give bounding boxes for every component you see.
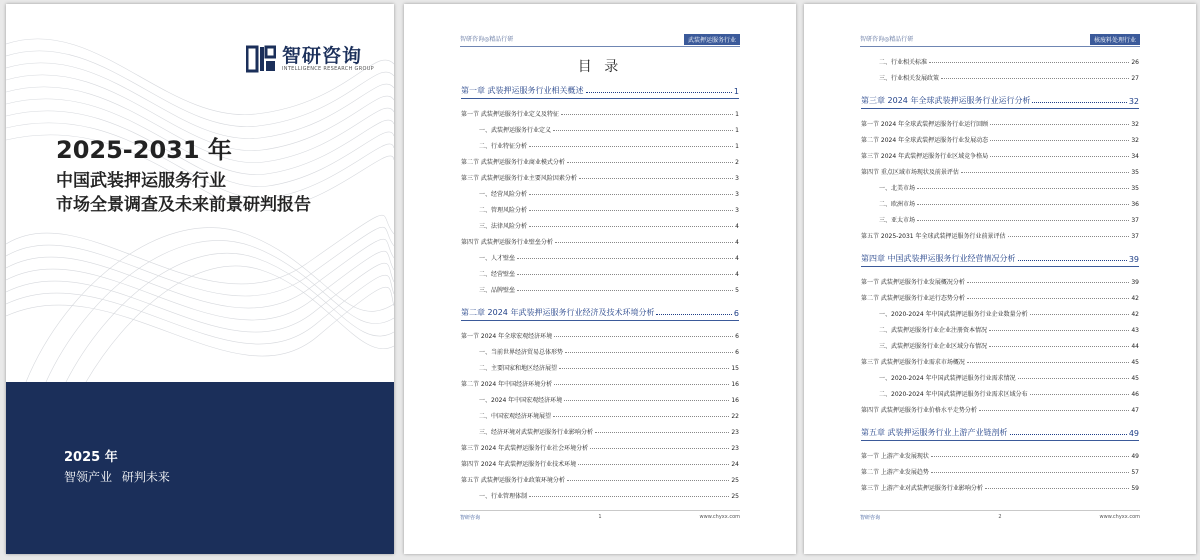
toc-page-number: 4 — [735, 255, 739, 262]
toc-page-number: 59 — [1131, 485, 1139, 492]
toc-item-entry[interactable] — [461, 202, 739, 214]
toc-dot-leader — [917, 204, 1129, 205]
toc-entry-label: 第二章 2024 年武装押运服务行业经济及技术环境分析 — [461, 308, 655, 317]
toc-page-number: 37 — [1131, 233, 1139, 240]
toc-page-number: 34 — [1131, 153, 1139, 160]
toc-entry-label: 二、行业特征分析 — [479, 143, 528, 150]
toc-section-entry[interactable] — [861, 116, 1139, 128]
toc-item-entry[interactable] — [461, 138, 739, 150]
header-industry-tag: 核废料处理行业 — [1090, 34, 1140, 45]
chapter-underline — [861, 266, 1139, 267]
toc-page-number: 35 — [1131, 185, 1139, 192]
footer-page-number: 2 — [998, 514, 1002, 520]
toc-entry-label: 第一节 武装押运服务行业发展概况分析 — [861, 279, 965, 286]
toc-dot-leader — [586, 92, 732, 93]
toc-page-number: 15 — [731, 365, 739, 372]
toc-page-number: 23 — [731, 429, 739, 436]
toc-dot-leader — [967, 282, 1129, 283]
toc-page-number: 42 — [1131, 311, 1139, 318]
toc-dot-leader — [554, 384, 729, 385]
toc-dot-leader — [979, 410, 1129, 411]
toc-entry-label: 二、中国宏观经济环境展望 — [479, 413, 552, 420]
toc-dot-leader — [529, 226, 733, 227]
toc-page-number: 4 — [735, 271, 739, 278]
toc-page-number: 36 — [1131, 201, 1139, 208]
cover-title-line-2: 市场全景调查及未来前景研判报告 — [56, 195, 311, 215]
toc-dot-leader — [555, 242, 733, 243]
toc-page-number: 2 — [735, 159, 739, 166]
toc-page-number: 4 — [735, 223, 739, 230]
footer-page-number: 1 — [598, 514, 602, 520]
toc-chapter-entry[interactable] — [461, 84, 739, 96]
toc-page-number: 3 — [735, 175, 739, 182]
toc-dot-leader — [931, 472, 1129, 473]
toc-entry-label: 一、北美市场 — [879, 185, 916, 192]
toc-page-number: 26 — [1131, 59, 1139, 66]
logo-mark-icon — [246, 44, 276, 74]
toc-page-2 — [804, 4, 1196, 554]
toc-section-entry[interactable] — [861, 402, 1139, 414]
toc-section-entry[interactable] — [861, 480, 1139, 492]
toc-entry-label: 第一节 2024 年全球武装押运服务行业运行回顾 — [861, 121, 989, 128]
toc-entry-label: 第一节 武装押运服务行业定义及特征 — [461, 111, 559, 118]
toc-dot-leader — [517, 258, 733, 259]
toc-page-number: 6 — [735, 333, 739, 340]
logo-chinese-name: 智研咨询 — [282, 45, 363, 67]
toc-page-number: 49 — [1128, 429, 1139, 438]
toc-dot-leader — [567, 162, 733, 163]
toc-page-number: 4 — [735, 239, 739, 246]
toc-entry-label: 三、法律风险分析 — [479, 223, 528, 230]
toc-dot-leader — [1032, 102, 1126, 103]
toc-page-number: 57 — [1131, 469, 1139, 476]
toc-entry-label: 一、武装押运服务行业定义 — [479, 127, 552, 134]
toc-dot-leader — [561, 114, 733, 115]
toc-chapter-entry[interactable] — [461, 306, 739, 318]
toc-entry-label: 二、行业相关标准 — [879, 59, 928, 66]
toc-section-entry[interactable] — [861, 164, 1139, 176]
toc-entry-label: 一、行业管理体制 — [479, 493, 528, 500]
toc-section-entry[interactable] — [861, 448, 1139, 460]
toc-page-number: 1 — [735, 127, 739, 134]
toc-entry-label: 第一节 上游产业发展现状 — [861, 453, 929, 460]
toc-entry-label: 第四章 中国武装押运服务行业经营情况分析 — [861, 254, 1016, 263]
toc-chapter-entry[interactable] — [861, 252, 1139, 264]
chapter-underline — [861, 108, 1139, 109]
toc-entry-label: 第五节 2025-2031 年全球武装押运服务行业前景评估 — [861, 233, 1006, 240]
toc-entry-label: 第二节 2024 年全球武装押运服务行业发展动态 — [861, 137, 989, 144]
toc-item-entry[interactable] — [461, 218, 739, 230]
toc-entry-label: 第三章 2024 年全球武装押运服务行业运行分析 — [861, 96, 1031, 105]
toc-dot-leader — [564, 400, 729, 401]
chapter-underline — [461, 98, 739, 99]
toc-entry-label: 三、品牌壁垒 — [479, 287, 516, 294]
toc-dot-leader — [565, 352, 733, 353]
toc-section-entry[interactable] — [861, 290, 1139, 302]
toc-dot-leader — [529, 210, 733, 211]
toc-page-number: 24 — [731, 461, 739, 468]
toc-dot-leader — [553, 416, 729, 417]
toc-dot-leader — [917, 188, 1129, 189]
toc-entry-label: 第一节 2024 年全球宏观经济环境 — [461, 333, 553, 340]
toc-entry-label: 第二节 2024 年中国经济环境分析 — [461, 381, 553, 388]
toc-dot-leader — [1008, 236, 1130, 237]
toc-item-entry[interactable] — [861, 70, 1139, 82]
toc-entry-label: 二、武装押运服务行业企业注册资本情况 — [879, 327, 988, 334]
toc-entry-label: 第四节 武装押运服务行业价格水平走势分析 — [861, 407, 977, 414]
toc-dot-leader — [985, 488, 1129, 489]
toc-page-number: 6 — [733, 309, 739, 318]
toc-entry-label: 第四节 武装押运服务行业壁垒分析 — [461, 239, 553, 246]
toc-page-number: 1 — [735, 111, 739, 118]
toc-dot-leader — [931, 456, 1129, 457]
toc-section-entry[interactable] — [861, 228, 1139, 240]
toc-dot-leader — [1010, 434, 1127, 435]
toc-entry-label: 三、武装押运服务行业企业区域分布情况 — [879, 343, 988, 350]
toc-section-entry[interactable] — [861, 132, 1139, 144]
cover-year-range: 2025-2031 年 — [56, 136, 232, 164]
toc-entry-label: 第二节 武装押运服务行业商业模式分析 — [461, 159, 565, 166]
toc-item-entry[interactable] — [461, 282, 739, 294]
toc-dot-leader — [1030, 314, 1130, 315]
header-industry-tag: 武装押运服务行业 — [684, 34, 740, 45]
toc-section-entry[interactable] — [461, 170, 739, 182]
toc-section-entry[interactable] — [861, 464, 1139, 476]
toc-title: 目 录 — [577, 59, 623, 75]
toc-section-entry[interactable] — [461, 234, 739, 246]
toc-entry-label: 第五章 武装押运服务行业上游产业链剖析 — [861, 428, 1008, 437]
toc-entry-label: 三、经济环境对武装押运服务行业影响分析 — [479, 429, 594, 436]
chapter-underline — [461, 320, 739, 321]
toc-item-entry[interactable] — [461, 344, 739, 356]
toc-item-entry[interactable] — [461, 488, 739, 500]
page-header — [460, 34, 740, 47]
toc-dot-leader — [1030, 394, 1130, 395]
toc-page-number: 27 — [1131, 75, 1139, 82]
toc-dot-leader — [578, 464, 729, 465]
toc-page-number: 35 — [1131, 169, 1139, 176]
toc-dot-leader — [579, 178, 733, 179]
toc-chapter-entry[interactable] — [861, 426, 1139, 438]
toc-page-1 — [404, 4, 796, 554]
toc-entry-label: 第四节 重点区域市场现状及前景评估 — [861, 169, 959, 176]
toc-section-entry[interactable] — [461, 456, 739, 468]
toc-entry-label: 一、2024 年中国宏观经济环境 — [479, 397, 563, 404]
toc-entry-label: 二、2020-2024 年中国武装押运服务行业需求区域分布 — [879, 391, 1028, 398]
cover-slogan: 智领产业 研判未来 — [64, 470, 170, 484]
toc-dot-leader — [990, 124, 1129, 125]
toc-entry-label: 第三节 2024 年武装押运服务行业区域竞争格局 — [861, 153, 989, 160]
toc-entry-label: 第五节 武装押运服务行业政策环境分析 — [461, 477, 565, 484]
toc-entry-label: 第四节 2024 年武装押运服务行业技术环境 — [461, 461, 577, 468]
page-header — [860, 34, 1140, 47]
toc-section-entry[interactable] — [461, 328, 739, 340]
toc-page-number: 1 — [733, 87, 739, 96]
toc-dot-leader — [917, 220, 1129, 221]
toc-page-number: 44 — [1131, 343, 1139, 350]
toc-dot-leader — [1018, 260, 1127, 261]
toc-section-entry[interactable] — [461, 440, 739, 452]
toc-entry-label: 一、2020-2024 年中国武装押运服务行业企业数量分析 — [879, 311, 1028, 318]
toc-page-number: 3 — [735, 207, 739, 214]
toc-section-entry[interactable] — [461, 472, 739, 484]
toc-section-entry[interactable] — [861, 354, 1139, 366]
toc-entry-label: 第二节 上游产业发展趋势 — [861, 469, 929, 476]
toc-dot-leader — [967, 298, 1129, 299]
toc-entry-label: 三、行业相关发展政策 — [879, 75, 940, 82]
toc-dot-leader — [517, 274, 733, 275]
chapter-underline — [861, 440, 1139, 441]
toc-dot-leader — [941, 78, 1129, 79]
logo-english-name: INTELLIGENCE RESEARCH GROUP — [282, 66, 374, 72]
toc-entry-label: 二、管理风险分析 — [479, 207, 528, 214]
toc-item-entry[interactable] — [861, 180, 1139, 192]
toc-page-number: 46 — [1131, 391, 1139, 398]
toc-entry-label: 一、2020-2024 年中国武装押运服务行业需求情况 — [879, 375, 1016, 382]
toc-dot-leader — [961, 172, 1129, 173]
toc-page-number: 22 — [731, 413, 739, 420]
footer-url[interactable]: www.chyxx.com — [1099, 514, 1140, 520]
toc-entry-label: 二、经营壁垒 — [479, 271, 516, 278]
footer-brand: 智研咨询 — [860, 515, 881, 521]
toc-page-number: 23 — [731, 445, 739, 452]
toc-dot-leader — [567, 480, 729, 481]
toc-page-number: 3 — [735, 191, 739, 198]
toc-item-entry[interactable] — [461, 360, 739, 372]
toc-page-number: 16 — [731, 397, 739, 404]
toc-page-number: 32 — [1131, 137, 1139, 144]
toc-entry-label: 一、人才壁垒 — [479, 255, 516, 262]
toc-dot-leader — [929, 62, 1129, 63]
toc-page-number: 39 — [1131, 279, 1139, 286]
toc-entry-label: 三、亚太市场 — [879, 217, 916, 224]
toc-section-entry[interactable] — [461, 154, 739, 166]
toc-item-entry[interactable] — [861, 370, 1139, 382]
toc-page-number: 37 — [1131, 217, 1139, 224]
toc-page-number: 45 — [1131, 359, 1139, 366]
toc-page-number: 39 — [1128, 255, 1139, 264]
toc-entry-label: 一、经营风险分析 — [479, 191, 528, 198]
toc-item-entry[interactable] — [461, 186, 739, 198]
toc-dot-leader — [590, 448, 729, 449]
toc-section-entry[interactable] — [461, 376, 739, 388]
cover-publish-year: 2025 年 — [64, 450, 118, 465]
toc-dot-leader — [989, 330, 1129, 331]
toc-dot-leader — [1018, 378, 1130, 379]
toc-dot-leader — [990, 156, 1129, 157]
toc-dot-leader — [529, 496, 729, 497]
toc-dot-leader — [553, 130, 733, 131]
toc-dot-leader — [989, 346, 1129, 347]
toc-page-number: 1 — [735, 143, 739, 150]
toc-entry-label: 第三节 武装押运服务行业主要风险因素分析 — [461, 175, 577, 182]
toc-page-number: 32 — [1128, 97, 1139, 106]
toc-item-entry[interactable] — [861, 386, 1139, 398]
toc-item-entry[interactable] — [461, 266, 739, 278]
toc-item-entry[interactable] — [461, 392, 739, 404]
toc-item-entry[interactable] — [861, 322, 1139, 334]
toc-page-number: 42 — [1131, 295, 1139, 302]
toc-item-entry[interactable] — [461, 250, 739, 262]
toc-entry-label: 二、主要国家和地区经济展望 — [479, 365, 558, 372]
toc-page-number: 25 — [731, 477, 739, 484]
toc-dot-leader — [656, 314, 731, 315]
toc-item-entry[interactable] — [861, 338, 1139, 350]
toc-item-entry[interactable] — [461, 122, 739, 134]
toc-item-entry[interactable] — [861, 306, 1139, 318]
toc-item-entry[interactable] — [861, 196, 1139, 208]
cover-page — [6, 4, 394, 554]
toc-page-number: 32 — [1131, 121, 1139, 128]
toc-page-number: 6 — [735, 349, 739, 356]
footer-brand: 智研咨询 — [460, 515, 481, 521]
toc-page-number: 47 — [1131, 407, 1139, 414]
toc-entry-label: 一、当前世界经济贸易总体形势 — [479, 349, 564, 356]
toc-page-number: 5 — [735, 287, 739, 294]
header-brand: 智研咨询◎精品行研 — [460, 36, 514, 43]
toc-page-number: 45 — [1131, 375, 1139, 382]
toc-item-entry[interactable] — [861, 54, 1139, 66]
toc-entry-label: 第一章 武装押运服务行业相关概述 — [461, 86, 584, 95]
toc-page-number: 43 — [1131, 327, 1139, 334]
toc-page-number: 25 — [731, 493, 739, 500]
toc-dot-leader — [559, 368, 729, 369]
toc-entry-label: 第三节 上游产业对武装押运服务行业影响分析 — [861, 485, 983, 492]
toc-dot-leader — [517, 290, 733, 291]
toc-dot-leader — [990, 140, 1129, 141]
toc-dot-leader — [529, 194, 733, 195]
toc-dot-leader — [595, 432, 729, 433]
toc-page-number: 16 — [731, 381, 739, 388]
toc-entry-label: 第二节 武装押运服务行业运行态势分析 — [861, 295, 965, 302]
toc-section-entry[interactable] — [461, 106, 739, 118]
toc-dot-leader — [967, 362, 1129, 363]
toc-entry-label: 第三节 2024 年武装押运服务行业社会环境分析 — [461, 445, 589, 452]
cover-title-line-1: 中国武装押运服务行业 — [56, 171, 226, 191]
company-logo — [246, 44, 374, 74]
header-brand: 智研咨询◎精品行研 — [860, 36, 914, 43]
footer-url[interactable]: www.chyxx.com — [699, 514, 740, 520]
toc-section-entry[interactable] — [861, 148, 1139, 160]
toc-item-entry[interactable] — [461, 408, 739, 420]
toc-entry-label: 第三节 武装押运服务行业需求市场概况 — [861, 359, 965, 366]
toc-entry-label: 二、欧洲市场 — [879, 201, 916, 208]
toc-dot-leader — [554, 336, 733, 337]
toc-section-entry[interactable] — [861, 274, 1139, 286]
toc-item-entry[interactable] — [861, 212, 1139, 224]
toc-page-number: 49 — [1131, 453, 1139, 460]
toc-chapter-entry[interactable] — [861, 94, 1139, 106]
page-footer — [460, 510, 740, 524]
page-footer — [860, 510, 1140, 524]
toc-dot-leader — [529, 146, 733, 147]
toc-item-entry[interactable] — [461, 424, 739, 436]
